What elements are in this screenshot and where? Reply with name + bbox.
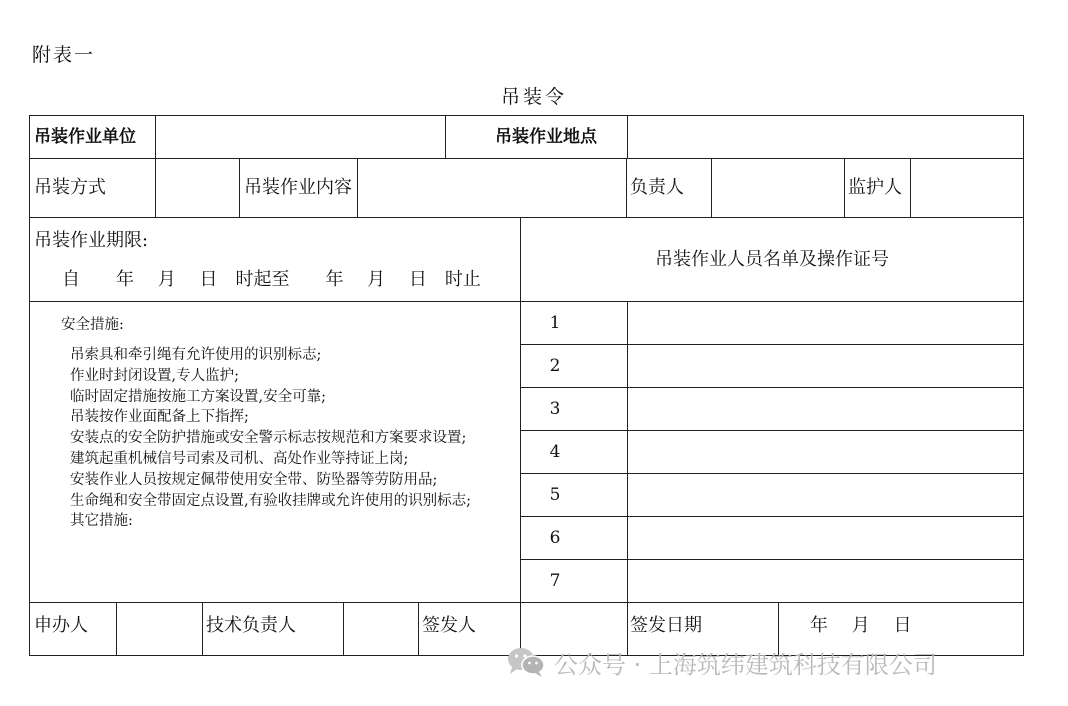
row-divider xyxy=(520,344,1024,345)
supervisor-label: 监护人 xyxy=(848,177,902,198)
location-label: 吊装作业地点 xyxy=(495,127,597,147)
appendix-label: 附表一 xyxy=(32,44,96,66)
applicant-label: 申办人 xyxy=(34,615,88,636)
period-line[interactable]: 自 年 月 日 时起至 年 月 日 时止 xyxy=(62,269,481,290)
row-divider xyxy=(520,473,1024,474)
tech-lead-label: 技术负责人 xyxy=(206,615,296,636)
content-value-field[interactable] xyxy=(358,159,625,216)
col-divider xyxy=(445,115,446,158)
col-divider xyxy=(626,158,627,217)
document-title: 吊装令 xyxy=(500,86,567,108)
personnel-number: 3 xyxy=(549,399,561,419)
personnel-number: 6 xyxy=(549,528,561,548)
responsible-value-field[interactable] xyxy=(712,159,843,216)
wechat-icon xyxy=(506,645,546,679)
watermark xyxy=(506,644,937,680)
personnel-number: 7 xyxy=(549,571,561,591)
safety-item: 安装作业人员按规定佩带使用安全带、防坠器等劳防用品; xyxy=(70,471,438,488)
col-divider xyxy=(343,602,344,655)
safety-heading: 安全措施: xyxy=(61,317,124,333)
safety-item: 吊索具和牵引绳有允许使用的识别标志; xyxy=(70,347,322,363)
issue-date-label: 签发日期 xyxy=(630,615,702,636)
table-border-left xyxy=(29,115,30,656)
location-value-field[interactable] xyxy=(628,116,1022,158)
issue-date-field[interactable]: 年 月 日 xyxy=(810,615,912,636)
supervisor-value-field[interactable] xyxy=(911,159,1022,216)
method-value-field[interactable] xyxy=(156,159,238,216)
row-divider xyxy=(520,559,1024,560)
safety-item: 建筑起重机械信号司索及司机、高处作业等持证上岗; xyxy=(70,451,409,467)
safety-item: 生命绳和安全带固定点设置,有验收挂牌或允许使用的识别标志; xyxy=(70,492,471,509)
personnel-number: 4 xyxy=(549,442,561,462)
col-divider xyxy=(627,301,628,602)
responsible-label: 负责人 xyxy=(630,177,684,198)
issuer-label: 签发人 xyxy=(422,615,476,636)
safety-item: 其它措施: xyxy=(70,513,133,530)
col-divider xyxy=(844,158,845,217)
row-divider xyxy=(29,301,1024,302)
row-divider xyxy=(520,387,1024,388)
safety-item: 安装点的安全防护措施或安全警示标志按规范和方案要求设置; xyxy=(70,430,467,447)
unit-value-field[interactable] xyxy=(156,116,444,158)
method-label: 吊装方式 xyxy=(34,177,106,198)
col-divider xyxy=(239,158,240,217)
col-divider xyxy=(202,602,203,655)
watermark-text: 公众号 · 上海筑纬建筑科技有限公司 xyxy=(554,650,937,679)
safety-item: 吊装按作业面配备上下指挥; xyxy=(70,409,249,426)
personnel-number: 1 xyxy=(549,313,561,333)
col-divider xyxy=(418,602,419,655)
row-divider xyxy=(520,516,1024,517)
safety-item: 临时固定措施按施工方案设置,安全可靠; xyxy=(70,388,326,405)
content-label: 吊装作业内容 xyxy=(244,177,352,198)
period-label: 吊装作业期限: xyxy=(34,230,149,251)
row-divider xyxy=(520,430,1024,431)
unit-label: 吊装作业单位 xyxy=(34,127,136,147)
table-border-right xyxy=(1023,115,1024,656)
row-divider xyxy=(29,217,1024,218)
col-divider xyxy=(116,602,117,655)
safety-item: 作业时封闭设置,专人监护; xyxy=(70,367,239,384)
personnel-header: 吊装作业人员名单及操作证号 xyxy=(655,249,889,270)
personnel-number: 2 xyxy=(549,356,561,376)
personnel-number: 5 xyxy=(549,485,561,505)
row-divider xyxy=(29,602,1024,603)
